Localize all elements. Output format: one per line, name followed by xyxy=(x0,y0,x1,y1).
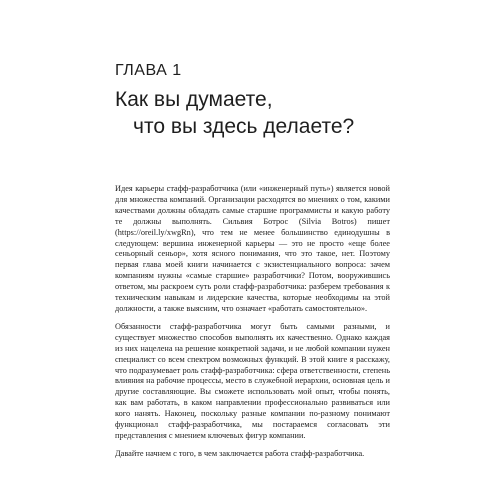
paragraph-2: Обязанности стафф-разработчика могут быть самыми разными, и существует множество способов выполнять их качественно. Однако каждая из них нацелена на решение конкретной задачи, и не любой компании нужен специалист со всем спектром возможных функций. В этой книге я расскажу, что подразумевает роль стафф-разработчика: сфера ответственности, степень влияния на рабочие процессы, место в служебной иерархии, основная цель и другие составляющие. Вы сможете использовать мой опыт, чтобы понять, как вам работать, в каком направлении профессионально развиваться или кого нанять. Наконец, поскольку разные компании по-разному понимают функционал стафф-разработчика, мы постараемся согласовать эти представления с мнением ключевых фигур компании. xyxy=(115,321,390,440)
chapter-title-line-2: что вы здесь делаете? xyxy=(133,115,355,138)
paragraph-3: Давайте начнем с того, в чем заключается работа стафф-разработчика. xyxy=(115,448,365,458)
chapter-title xyxy=(115,86,375,140)
paragraph-1: Идея карьеры стафф-разработчика (или «инженерный путь») является новой для множества компаний. Организации расходятся во мнениях о том, какими качествами должны обладать самые старшие программисты и какую работу те должны выполнять. Сильвия Ботрос (Silvia Botros) пишет (https://oreil.ly/xwgRn), что тем не менее большинство единодушны в следующем: вершина инженерной карьеры — это не просто «еще более сеньорный сеньор», хотя ясного понимания, что это такое, нет. Поэтому первая глава моей книги начинается с экзистенциального вопроса: зачем компаниям нужны «самые старшие» разработчики? Потом, вооружившись ответом, мы раскроем суть роли стафф-разработчика: разберем требования к техническим навыкам и лидерские качества, которые необходимы на этой должности, а также выясним, что означает «работать самостоятельно». xyxy=(115,184,390,313)
body-text xyxy=(115,184,390,467)
chapter-label: ГЛАВА 1 xyxy=(115,62,182,79)
chapter-title-line-1: Как вы думаете, xyxy=(115,88,273,111)
